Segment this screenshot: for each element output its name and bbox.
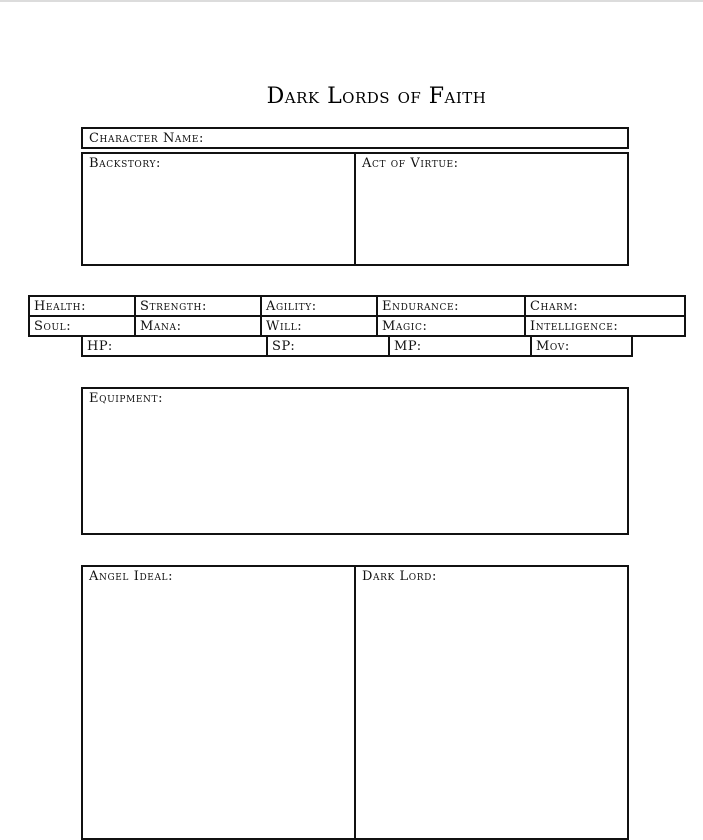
intelligence-field[interactable] xyxy=(525,316,685,336)
will-label: Will: xyxy=(266,318,303,334)
dark-lord-field[interactable] xyxy=(354,565,629,840)
mp-field[interactable] xyxy=(389,336,531,356)
health-label: Health: xyxy=(34,298,87,314)
act-of-virtue-label: Act of Virtue: xyxy=(362,156,459,171)
mana-field[interactable] xyxy=(135,316,261,336)
soul-label: Soul: xyxy=(34,318,72,334)
mov-field[interactable] xyxy=(531,336,632,356)
act-of-virtue-field[interactable] xyxy=(354,152,629,266)
sp-field[interactable] xyxy=(267,336,389,356)
health-field[interactable] xyxy=(29,296,135,316)
dark-lord-label: Dark Lord: xyxy=(362,569,437,584)
strength-label: Strength: xyxy=(140,298,207,314)
charm-field[interactable] xyxy=(525,296,685,316)
mov-label: Mov: xyxy=(536,338,570,354)
mp-label: MP: xyxy=(394,338,422,354)
angel-ideal-field[interactable] xyxy=(81,565,357,840)
magic-label: Magic: xyxy=(382,318,428,334)
endurance-field[interactable] xyxy=(377,296,525,316)
mana-label: Mana: xyxy=(140,318,182,334)
intelligence-label: Intelligence: xyxy=(530,318,619,334)
equipment-label: Equipment: xyxy=(89,391,164,406)
character-name-field[interactable] xyxy=(81,127,629,149)
strength-field[interactable] xyxy=(135,296,261,316)
resource-table xyxy=(81,335,633,357)
page-top-border xyxy=(0,0,703,2)
angel-ideal-label: Angel Ideal: xyxy=(89,569,174,584)
soul-field[interactable] xyxy=(29,316,135,336)
attribute-table xyxy=(28,295,686,337)
attribute-row-1 xyxy=(29,296,685,316)
resource-row xyxy=(82,336,632,356)
sp-label: SP: xyxy=(272,338,296,354)
agility-label: Agility: xyxy=(266,298,317,314)
will-field[interactable] xyxy=(261,316,377,336)
magic-field[interactable] xyxy=(377,316,525,336)
hp-field[interactable] xyxy=(82,336,267,356)
backstory-field[interactable] xyxy=(81,152,357,266)
agility-field[interactable] xyxy=(261,296,377,316)
hp-label: HP: xyxy=(87,338,113,354)
equipment-field[interactable] xyxy=(81,387,629,535)
character-name-label: Character Name: xyxy=(89,131,204,146)
backstory-label: Backstory: xyxy=(89,156,162,171)
endurance-label: Endurance: xyxy=(382,298,460,314)
attribute-row-2 xyxy=(29,316,685,336)
sheet-title: Dark Lords of Faith xyxy=(266,84,487,109)
charm-label: Charm: xyxy=(530,298,579,314)
